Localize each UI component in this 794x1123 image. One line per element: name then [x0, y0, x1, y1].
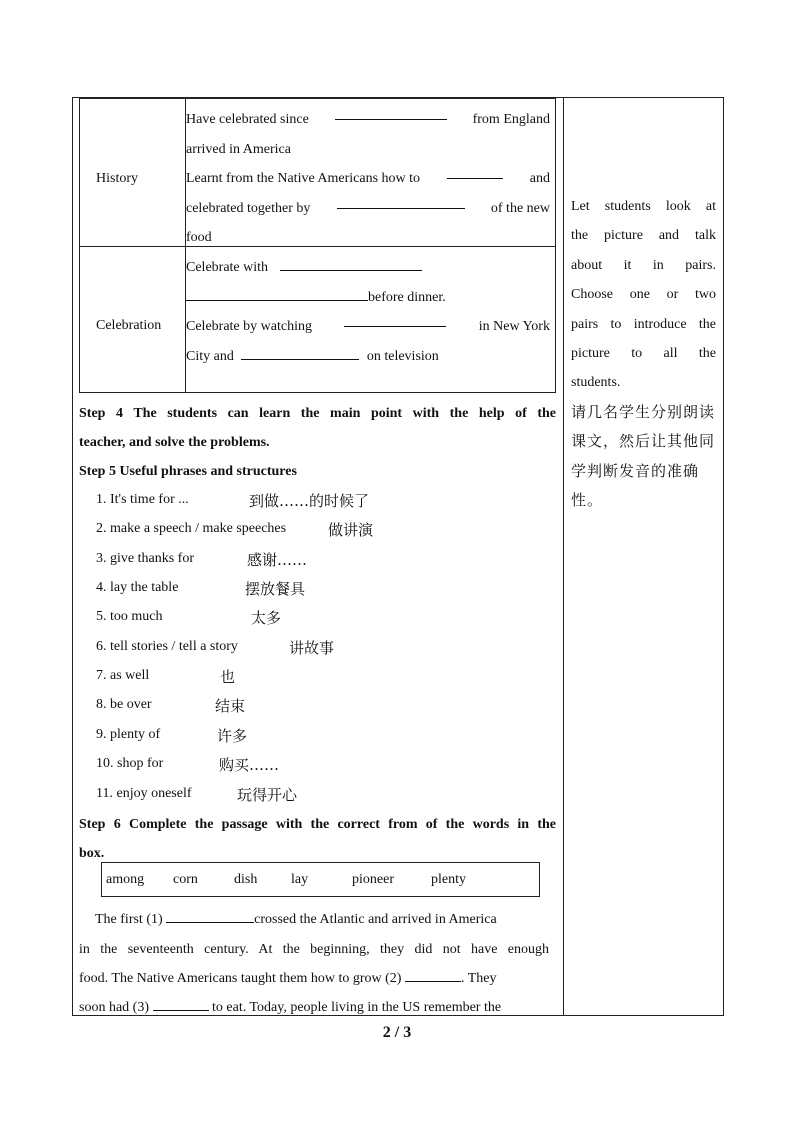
fill-blank — [337, 194, 465, 209]
history-cell — [186, 105, 550, 253]
phrase-cn: 购买…… — [219, 756, 280, 774]
celebration-line-4: City and on television — [186, 342, 550, 372]
phrase-en: 1. It's time for ... — [96, 492, 189, 507]
phrase-cn: 感谢…… — [247, 551, 308, 569]
fill-blank — [186, 286, 368, 301]
phrase-en: 2. make a speech / make speeches — [96, 521, 287, 536]
history-line-1: Have celebrated since from England — [186, 105, 550, 135]
phrase-en: 8. be over — [96, 697, 152, 712]
celebration-line-3: Celebrate by watching in New York — [186, 312, 550, 342]
notes-line: Choose one or two — [571, 287, 716, 303]
notes-line: about it in pairs. — [571, 257, 716, 273]
step4-heading: Step 4 The students can learn the main point with the help of the — [79, 406, 556, 421]
notes-cn-line: 性。 — [571, 491, 604, 510]
row-label-history: History — [96, 171, 138, 186]
phrase-cn: 摆放餐具 — [245, 580, 306, 598]
history-line-2: arrived in America — [186, 141, 291, 157]
phrase-cn: 玩得开心 — [237, 786, 298, 804]
word-box-item: pioneer — [352, 872, 394, 887]
fill-blank — [447, 164, 503, 179]
notes-line: Let students look at — [571, 199, 716, 214]
step4-heading-cont: teacher, and solve the problems. — [79, 435, 270, 450]
passage-line-4: soon had (3) to eat. Today, people living in the US remember the — [79, 993, 555, 1022]
fill-blank — [335, 105, 447, 120]
fill-blank-2 — [405, 967, 461, 982]
passage-line-2: in the seventeenth century. At the beginning, they did not have enough — [79, 942, 549, 957]
passage-line-1: The first (1) crossed the Atlantic and arrived in America — [95, 905, 497, 934]
phrase-cn: 讲故事 — [289, 639, 335, 657]
notes-cn-line: 请几名学生分别朗读 — [571, 402, 716, 421]
step5-heading: Step 5 Useful phrases and structures — [79, 464, 297, 479]
word-box — [101, 862, 540, 897]
phrase-cn: 到做……的时候了 — [249, 492, 370, 510]
notes-line: picture to all the — [571, 346, 716, 362]
column-divider — [563, 97, 564, 1016]
fill-blank-1 — [166, 908, 254, 923]
step6-heading-cont: box. — [79, 846, 105, 861]
fill-blank — [344, 312, 446, 327]
celebration-line-2: before dinner. — [186, 283, 550, 313]
phrase-cn: 也 — [220, 668, 236, 686]
phrase-en: 11. enjoy oneself — [96, 786, 192, 801]
passage-line-3: food. The Native Americans taught them how to grow (2) . They — [79, 964, 549, 993]
phrase-en: 5. too much — [96, 609, 163, 624]
phrase-en: 3. give thanks for — [96, 551, 194, 566]
fill-blank-3 — [153, 996, 209, 1011]
notes-cn-line: 学判断发音的准确 — [571, 461, 700, 480]
notes-line: pairs to introduce the — [571, 316, 716, 332]
celebration-cell — [186, 253, 550, 371]
word-box-item: corn — [173, 872, 198, 887]
history-line-3: Learnt from the Native Americans how to and — [186, 164, 550, 194]
word-box-item: dish — [234, 872, 258, 887]
row-label-celebration: Celebration — [96, 318, 162, 333]
word-box-item: among — [106, 872, 145, 887]
page-number: 2 / 3 — [382, 1024, 412, 1041]
phrase-cn: 结束 — [215, 697, 246, 715]
phrase-en: 4. lay the table — [96, 580, 179, 595]
phrase-cn: 太多 — [251, 609, 282, 627]
history-line-5: food — [186, 230, 212, 245]
phrase-cn: 许多 — [217, 727, 248, 745]
notes-line: the picture and talk — [571, 228, 716, 244]
word-box-item: lay — [291, 872, 309, 887]
step6-heading: Step 6 Complete the passage with the correct from of the words in the — [79, 817, 556, 832]
history-line-4: celebrated together by of the new — [186, 194, 550, 224]
phrase-en: 6. tell stories / tell a story — [96, 639, 238, 654]
word-box-item: plenty — [431, 872, 466, 887]
phrase-cn: 做讲演 — [328, 521, 374, 539]
celebration-line-1: Celebrate with — [186, 253, 550, 283]
teacher-notes — [571, 192, 716, 516]
phrase-en: 9. plenty of — [96, 727, 161, 742]
fill-blank — [241, 345, 359, 360]
notes-cn-line: 课文，然后让其他同 — [571, 432, 716, 451]
fill-blank — [280, 256, 422, 271]
phrase-en: 10. shop for — [96, 756, 164, 771]
notes-line: students. — [571, 375, 621, 391]
phrase-en: 7. as well — [96, 668, 150, 683]
